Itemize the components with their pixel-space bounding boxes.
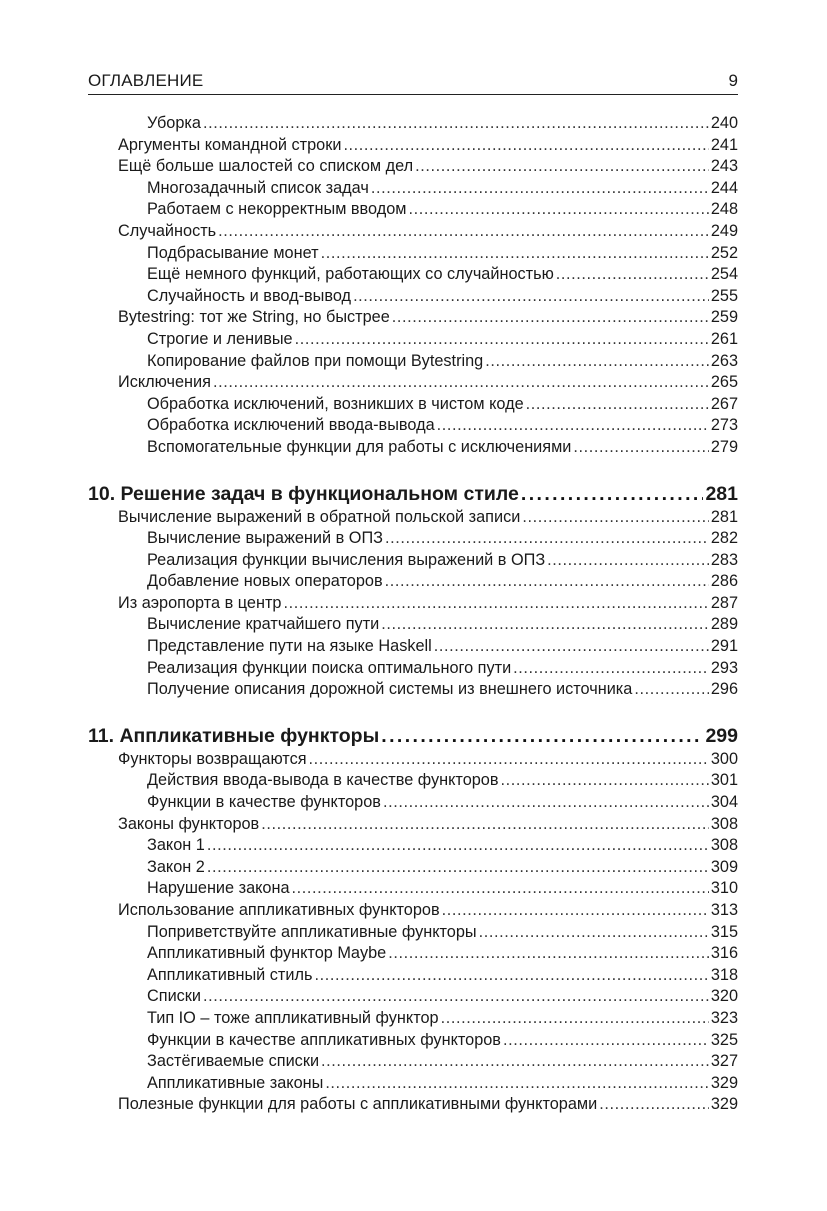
toc-entry-title: Функции в качестве аппликативных функторов	[147, 1030, 501, 1049]
dot-leader	[634, 679, 708, 701]
toc-entry-page: 243	[710, 157, 738, 176]
toc-subsection-entry	[88, 614, 738, 636]
toc-entry-title: Обработка исключений, возникших в чистом коде	[147, 394, 524, 413]
toc-entry-title: Законы функторов	[118, 814, 260, 833]
dot-leader	[261, 814, 709, 836]
dot-leader	[385, 571, 709, 593]
toc-entry-page: 263	[710, 351, 738, 370]
toc-entry-title: Реализация функции вычисления выражений в ОПЗ	[147, 550, 546, 569]
toc-entry-page: 313	[710, 901, 738, 919]
toc-entry-title: Вычисление выражений в ОПЗ	[147, 529, 383, 548]
toc-section-entry	[88, 900, 738, 922]
toc-entry-page: 286	[710, 572, 738, 591]
dot-leader	[442, 900, 709, 922]
toc-subsection-entry	[88, 329, 738, 351]
toc-entry-title: Представление пути на языке Haskell	[147, 637, 432, 656]
page-header	[88, 70, 738, 95]
dot-leader	[371, 178, 709, 200]
toc-entry-page: 309	[710, 857, 738, 876]
toc-entry-page: 327	[710, 1052, 738, 1071]
toc-entry-page: 279	[710, 437, 738, 456]
toc-entry-page: 301	[710, 771, 738, 790]
toc-subsection-entry	[88, 199, 738, 221]
toc-entry-title: Использование аппликативных функторов	[118, 901, 440, 919]
toc-entry-page: 320	[710, 987, 738, 1006]
toc-entry-page: 329	[710, 1095, 738, 1114]
dot-leader	[556, 264, 709, 286]
dot-leader	[599, 1094, 709, 1116]
toc-subsection-entry	[88, 286, 738, 308]
dot-leader	[573, 437, 708, 459]
toc-entry-title: Bytestring: тот же String, но быстрее	[118, 308, 390, 327]
toc-entry-page: 252	[710, 243, 738, 262]
toc-subsection-entry	[88, 658, 738, 680]
toc-subsection-entry	[88, 243, 738, 265]
dot-leader	[218, 221, 709, 243]
dot-leader	[203, 986, 709, 1008]
toc-section-entry	[88, 135, 738, 157]
toc-subsection-entry	[88, 857, 738, 879]
toc-subsection-entry	[88, 878, 738, 900]
toc-chapter-entry	[88, 723, 738, 749]
toc-entry-title: Аппликативные законы	[147, 1073, 324, 1092]
toc-entry-page: 261	[710, 329, 738, 348]
toc-entry-page: 296	[710, 680, 738, 699]
toc-subsection-entry	[88, 415, 738, 437]
dot-leader	[314, 965, 708, 987]
toc-subsection-entry	[88, 437, 738, 459]
toc-section-entry	[88, 372, 738, 394]
dot-leader	[501, 770, 709, 792]
toc-entry-title: Поприветствуйте аппликативные функторы	[147, 922, 477, 941]
dot-leader	[485, 351, 709, 373]
dot-leader	[321, 1051, 709, 1073]
toc-chapter-entry	[88, 481, 738, 507]
toc-entry-title: Случайность	[118, 221, 217, 240]
toc-entry-page: 273	[710, 416, 738, 435]
dot-leader	[522, 507, 709, 529]
toc-entry-title: Получение описания дорожной системы из внешнего источника	[147, 680, 633, 699]
toc-entry-title: Функторы возвращаются	[118, 749, 307, 768]
toc-entry-page: 323	[710, 1008, 738, 1027]
dot-leader	[383, 792, 709, 814]
toc-entry-page: 300	[710, 749, 738, 768]
toc-subsection-entry	[88, 178, 738, 200]
dot-leader	[295, 329, 709, 351]
dot-leader	[381, 723, 703, 749]
toc-entry-title: Аппликативный стиль	[147, 965, 313, 984]
toc-subsection-entry	[88, 770, 738, 792]
toc-subsection-entry	[88, 528, 738, 550]
toc-subsection-entry	[88, 943, 738, 965]
dot-leader	[385, 528, 709, 550]
toc-entry-title: Обработка исключений ввода-вывода	[147, 416, 435, 435]
toc-subsection-entry	[88, 113, 738, 135]
dot-leader	[343, 135, 708, 157]
toc-entry-title: Строгие и ленивые	[147, 329, 293, 348]
toc-entry-page: 240	[710, 114, 738, 132]
dot-leader	[321, 243, 709, 265]
toc-subsection-entry	[88, 550, 738, 572]
page-number: 9	[728, 71, 738, 90]
toc-entry-title: Подбрасывание монет	[147, 243, 319, 262]
toc-entry-title: Уборка	[147, 114, 201, 132]
toc-subsection-entry	[88, 1008, 738, 1030]
toc-entry-page: 254	[710, 265, 738, 284]
toc-subsection-entry	[88, 1030, 738, 1052]
dot-leader	[292, 878, 709, 900]
dot-leader	[325, 1073, 709, 1095]
toc-entry-page: 281	[710, 507, 738, 526]
toc-section-entry	[88, 156, 738, 178]
toc-entry-title: Исключения	[118, 373, 211, 392]
toc-entry-title: Вычисление выражений в обратной польской записи	[118, 507, 521, 526]
toc-entry-title: Копирование файлов при помощи Bytestring	[147, 351, 484, 370]
toc-entry-title: Вычисление кратчайшего пути	[147, 615, 380, 634]
toc-subsection-entry	[88, 1051, 738, 1073]
toc-entry-title: Тип IO – тоже аппликативный функтор	[147, 1008, 439, 1027]
dot-leader	[547, 550, 709, 572]
toc-subsection-entry	[88, 264, 738, 286]
dot-leader	[213, 372, 709, 394]
toc-entry-page: 249	[710, 221, 738, 240]
toc-section-entry	[88, 749, 738, 771]
dot-leader	[521, 481, 704, 507]
toc-section-entry	[88, 1094, 738, 1116]
toc-subsection-entry	[88, 1073, 738, 1095]
dot-leader	[503, 1030, 709, 1052]
dot-leader	[309, 749, 709, 771]
toc-entry-page: 241	[710, 135, 738, 154]
toc-subsection-entry	[88, 394, 738, 416]
toc-entry-title: Списки	[147, 987, 202, 1006]
toc-entry-title: Закон 1	[147, 836, 205, 855]
toc-entry-title: Многозадачный список задач	[147, 178, 369, 197]
dot-leader	[381, 614, 709, 636]
dot-leader	[203, 113, 709, 135]
toc-entry-page: 282	[710, 529, 738, 548]
toc-entry-title: Реализация функции поиска оптимального пути	[147, 658, 512, 677]
dot-leader	[388, 943, 709, 965]
toc-entry-title: Из аэропорта в центр	[118, 593, 282, 612]
toc-entry-page: 318	[710, 965, 738, 984]
toc-section-entry	[88, 221, 738, 243]
dot-leader	[441, 1008, 709, 1030]
toc-subsection-entry	[88, 835, 738, 857]
dot-leader	[283, 593, 708, 615]
toc-section-entry	[88, 307, 738, 329]
toc-section-entry	[88, 593, 738, 615]
toc-entry-page: 308	[710, 836, 738, 855]
dot-leader	[526, 394, 709, 416]
toc-entry-title: Аргументы командной строки	[118, 135, 342, 154]
toc-entry-page: 315	[710, 922, 738, 941]
toc-subsection-entry	[88, 351, 738, 373]
toc-entry-page: 283	[710, 550, 738, 569]
toc-entry-title: 10. Решение задач в функциональном стиле	[88, 482, 519, 505]
toc-entry-page: 267	[710, 394, 738, 413]
toc-entry-page: 289	[710, 615, 738, 634]
toc-section-entry	[88, 507, 738, 529]
toc-entry-title: Нарушение закона	[147, 879, 290, 898]
toc-entry-page: 265	[710, 373, 738, 392]
dot-leader	[415, 156, 709, 178]
toc-subsection-entry	[88, 571, 738, 593]
table-of-contents	[88, 113, 738, 1116]
toc-entry-title: 11. Аппликативные функторы	[88, 724, 380, 747]
toc-entry-page: 287	[710, 593, 738, 612]
toc-entry-page: 255	[710, 286, 738, 305]
toc-entry-title: Аппликативный функтор Maybe	[147, 944, 387, 963]
toc-entry-page: 291	[710, 637, 738, 656]
dot-leader	[353, 286, 709, 308]
dot-leader	[408, 199, 708, 221]
dot-leader	[207, 857, 709, 879]
dot-leader	[479, 922, 709, 944]
running-head-title: ОГЛАВЛЕНИЕ	[88, 71, 204, 90]
toc-entry-title: Вспомогательные функции для работы с исключениями	[147, 437, 572, 456]
dot-leader	[434, 636, 709, 658]
toc-entry-page: 244	[710, 178, 738, 197]
toc-subsection-entry	[88, 792, 738, 814]
toc-subsection-entry	[88, 679, 738, 701]
toc-entry-page: 293	[710, 658, 738, 677]
dot-leader	[513, 658, 709, 680]
toc-entry-title: Ещё больше шалостей со списком дел	[118, 157, 414, 176]
toc-entry-page: 308	[710, 814, 738, 833]
toc-subsection-entry	[88, 922, 738, 944]
toc-entry-title: Функции в качестве функторов	[147, 793, 381, 812]
toc-entry-title: Действия ввода-вывода в качестве функторов	[147, 771, 499, 790]
toc-entry-page: 316	[710, 944, 738, 963]
toc-entry-page: 304	[710, 793, 738, 812]
toc-entry-page: 248	[710, 200, 738, 219]
toc-entry-page: 299	[705, 724, 738, 747]
toc-subsection-entry	[88, 965, 738, 987]
toc-entry-title: Ещё немного функций, работающих со случайностью	[147, 265, 554, 284]
toc-entry-page: 281	[705, 482, 738, 505]
toc-entry-title: Закон 2	[147, 857, 205, 876]
toc-subsection-entry	[88, 986, 738, 1008]
toc-entry-page: 259	[710, 308, 738, 327]
toc-subsection-entry	[88, 636, 738, 658]
toc-entry-title: Работаем с некорректным вводом	[147, 200, 407, 219]
toc-entry-page: 310	[710, 879, 738, 898]
dot-leader	[207, 835, 709, 857]
toc-entry-page: 325	[710, 1030, 738, 1049]
toc-section-entry	[88, 814, 738, 836]
toc-entry-title: Добавление новых операторов	[147, 572, 383, 591]
toc-entry-title: Случайность и ввод-вывод	[147, 286, 352, 305]
toc-entry-page: 329	[710, 1073, 738, 1092]
toc-entry-title: Полезные функции для работы с аппликативными функторами	[118, 1095, 598, 1114]
dot-leader	[437, 415, 709, 437]
toc-entry-title: Застёгиваемые списки	[147, 1052, 320, 1071]
dot-leader	[392, 307, 709, 329]
